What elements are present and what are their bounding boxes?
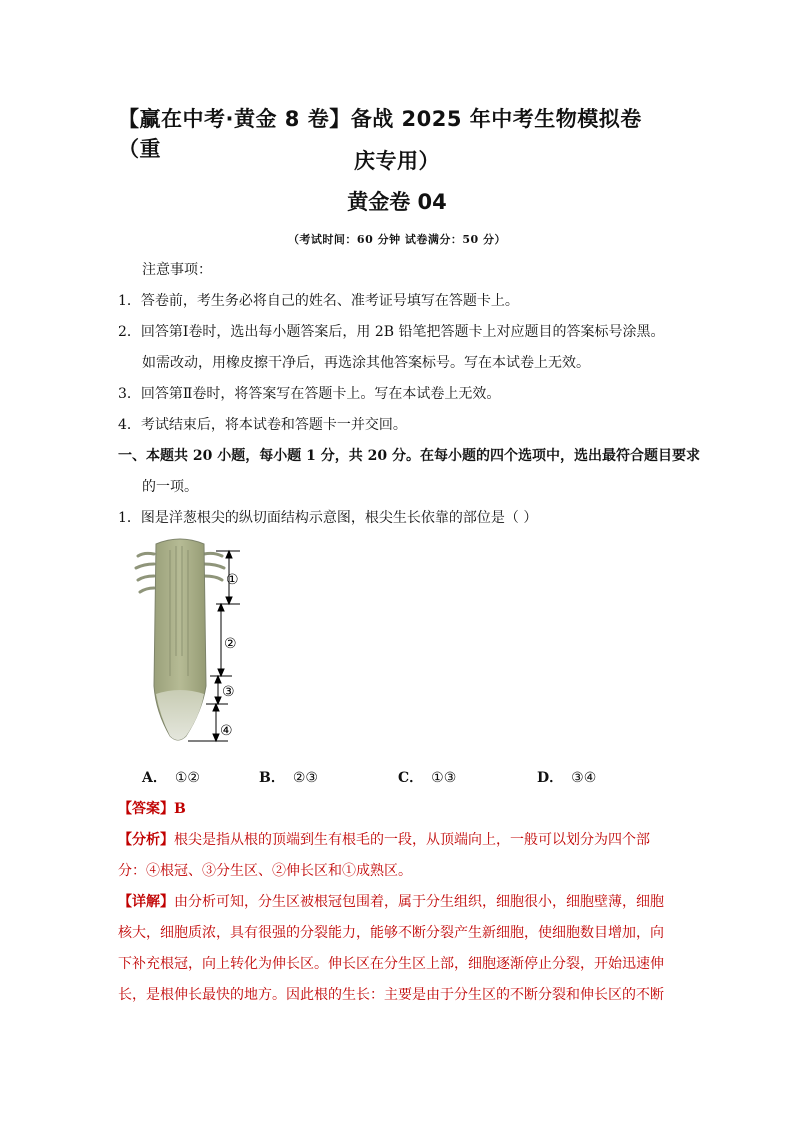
question-1-stem: 1．图是洋葱根尖的纵切面结构示意图，根尖生长依靠的部位是（ ） xyxy=(118,510,538,526)
detail-line-3: 下补充根冠，向上转化为伸长区。伸长区在分生区上部，细胞逐渐停止分裂，开始迅速伸 xyxy=(118,956,664,972)
note-item-1: 1．答卷前，考生务必将自己的姓名、准考证号填写在答题卡上。 xyxy=(118,293,519,309)
section-instruction-line1: 一、本题共 20 小题，每小题 1 分，共 20 分。在每小题的四个选项中，选出最符合题目要求 xyxy=(118,448,700,464)
zone-label-4: ④ xyxy=(220,723,233,739)
detail-line-2: 核大，细胞质浓，具有很强的分裂能力，能够不断分裂产生新细胞，使细胞数目增加，向 xyxy=(118,925,664,941)
option-d: D． ③④ xyxy=(537,770,597,786)
note-item-2: 2．回答第Ⅰ卷时，选出每小题答案后，用 2B 铅笔把答题卡上对应题目的答案标号涂黑。 xyxy=(118,324,665,340)
option-b: B． ②③ xyxy=(259,770,318,786)
detail-label: 【详解】 xyxy=(118,894,174,910)
note-item-2-continued: 如需改动，用橡皮擦干净后，再选涂其他答案标号。写在本试卷上无效。 xyxy=(142,355,590,371)
exam-info: （考试时间：60 分钟 试卷满分：50 分） xyxy=(287,233,507,246)
detail-line-4: 长，是根伸长最快的地方。因此根的生长：主要是由于分生区的不断分裂和伸长区的不断 xyxy=(118,987,664,1003)
answer-value: B xyxy=(174,801,186,817)
analysis-line-1: 【分析】根尖是指从根的顶端到生有根毛的一段，从顶端向上，一般可以划分为四个部 xyxy=(118,832,650,848)
option-c: C． ①③ xyxy=(398,770,457,786)
option-a: A． ①② xyxy=(142,770,200,786)
section-instruction-line2: 的一项。 xyxy=(142,479,198,495)
analysis-label: 【分析】 xyxy=(118,832,174,848)
analysis-line-2: 分：④根冠、③分生区、②伸长区和①成熟区。 xyxy=(118,863,412,879)
document-subtitle: 黄金卷 04 xyxy=(347,190,447,214)
document-title-line2: 庆专用） xyxy=(354,149,440,173)
detail-line-1: 【详解】由分析可知，分生区被根冠包围着，属于分生组织，细胞很小，细胞壁薄，细胞 xyxy=(118,894,664,910)
zone-label-2: ② xyxy=(224,636,237,652)
zone-label-1: ① xyxy=(226,572,239,588)
document-title-line1: 【赢在中考·黄金 8 卷】备战 2025 年中考生物模拟卷（重 xyxy=(118,107,642,161)
onion-root-tip-diagram xyxy=(132,536,252,748)
note-item-3: 3．回答第Ⅱ卷时，将答案写在答题卡上。写在本试卷上无效。 xyxy=(118,386,501,402)
root-cap xyxy=(156,690,204,740)
zone-label-3: ③ xyxy=(222,684,235,700)
notes-heading: 注意事项： xyxy=(142,262,212,278)
note-item-4: 4．考试结束后，将本试卷和答题卡一并交回。 xyxy=(118,417,407,433)
answer-line xyxy=(118,799,186,819)
answer-label: 【答案】 xyxy=(118,801,174,817)
